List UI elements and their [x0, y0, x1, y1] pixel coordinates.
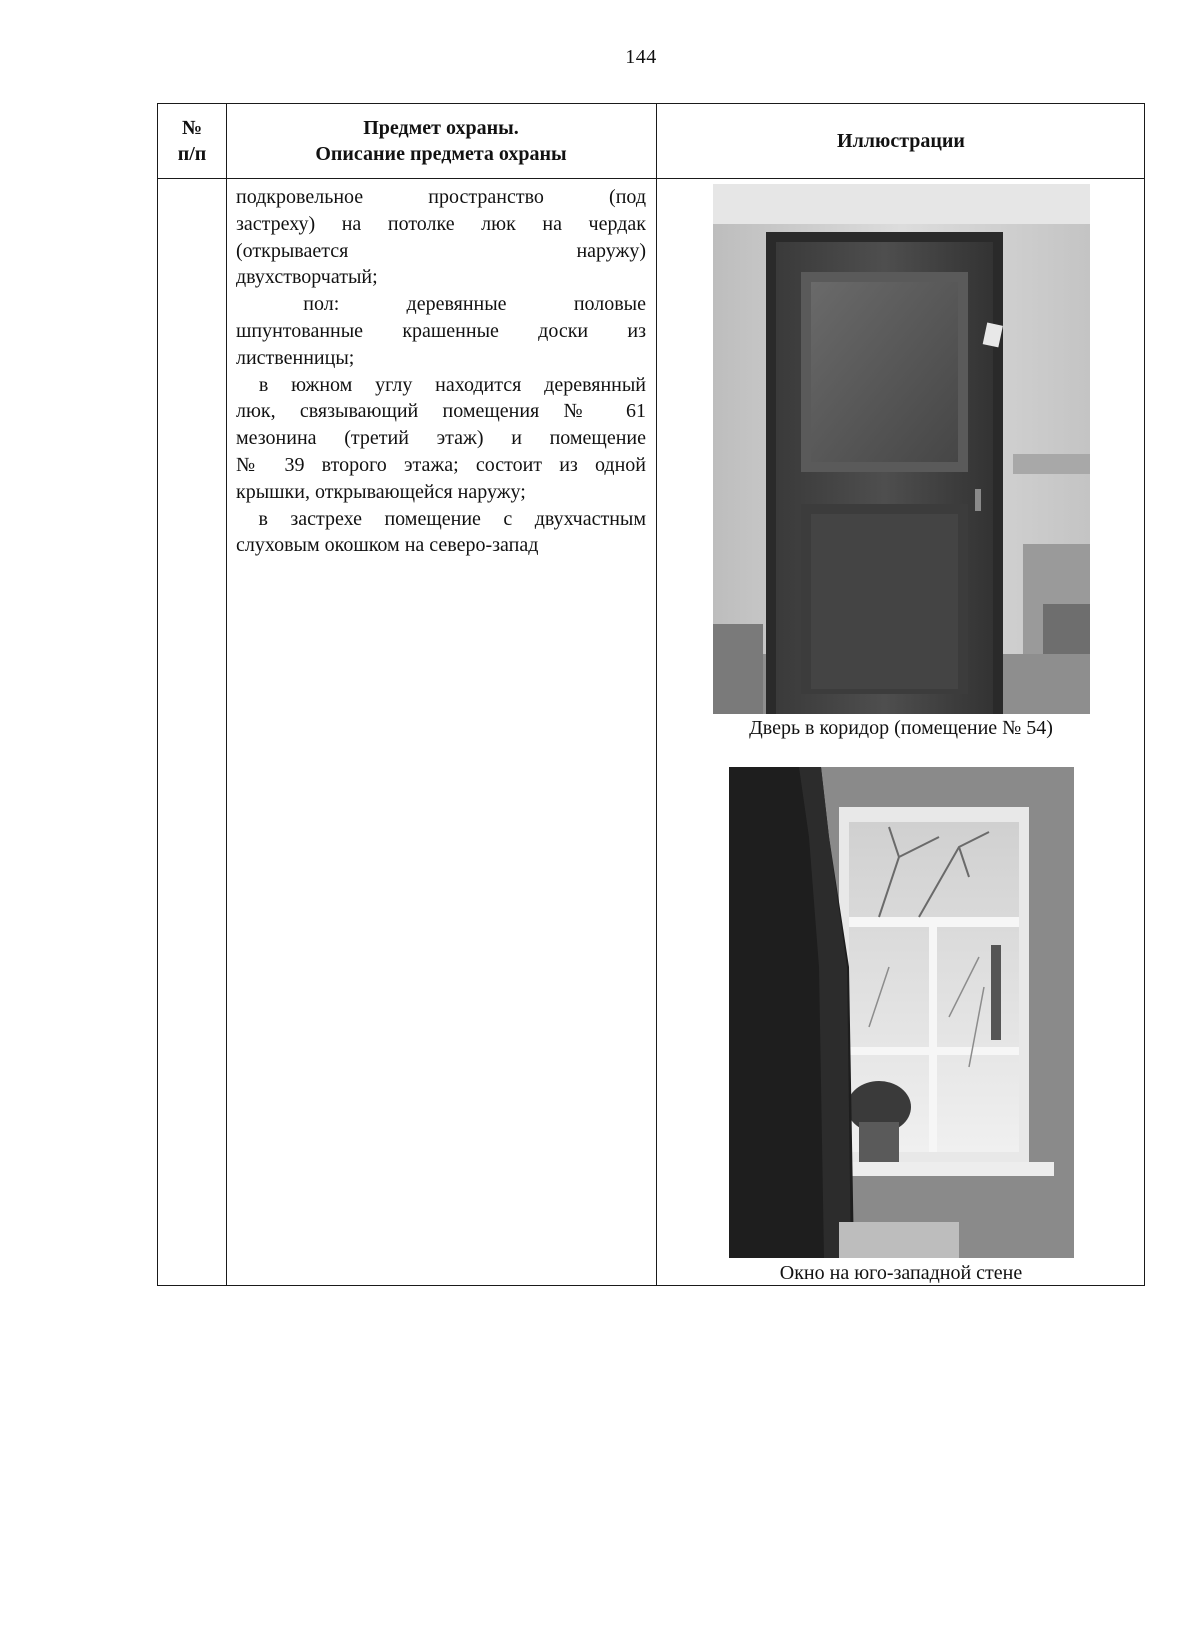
header-number [158, 104, 226, 178]
description-line: слуховым окошком на северо-запад [236, 534, 539, 557]
protected-items-table [157, 103, 1145, 1286]
description-line: в застрехе помещение с двухчастным [236, 507, 646, 530]
header-number-line2: п/п [177, 143, 207, 165]
description-line: лиственницы; [236, 346, 355, 369]
header-subject-line1: Предмет охраны. [363, 117, 519, 139]
header-illustrations-label: Иллюстрации [837, 130, 965, 152]
description-line: № 39 второго этажа; состоит из одной [236, 453, 646, 476]
door-photo-caption: Дверь в коридор (помещение № 54) [749, 717, 1053, 739]
description-line: шпунтованные крашенные доски из [236, 319, 646, 342]
description-line: двухстворчатый; [236, 266, 378, 289]
page-number: 144 [625, 46, 657, 68]
description-line: пол: деревянные половые [236, 293, 646, 316]
description-line: крышки, открывающейся наружу; [236, 480, 526, 503]
header-illustrations [656, 104, 1146, 178]
description-line: застреху) на потолке люк на чердак [236, 212, 646, 235]
description-line: (открывается наружу) [236, 239, 646, 262]
description-line: в южном углу находится деревянный [236, 373, 646, 396]
description-line: подкровельное пространство (под [236, 186, 646, 208]
description-line: мезонина (третий этаж) и помещение [236, 427, 646, 450]
window-photo-caption: Окно на юго-западной стене [779, 1262, 1023, 1284]
header-number-line1: № [181, 117, 203, 139]
description-text [236, 184, 646, 559]
header-subject-line2: Описание предмета охраны [315, 143, 567, 165]
description-line: люк, связывающий помещения № 61 [236, 400, 646, 423]
header-subject [226, 104, 656, 178]
door-photo [713, 184, 1090, 714]
header-divider [158, 178, 1144, 179]
column-divider [656, 104, 657, 1285]
window-photo [729, 767, 1074, 1258]
column-divider [226, 104, 227, 1285]
